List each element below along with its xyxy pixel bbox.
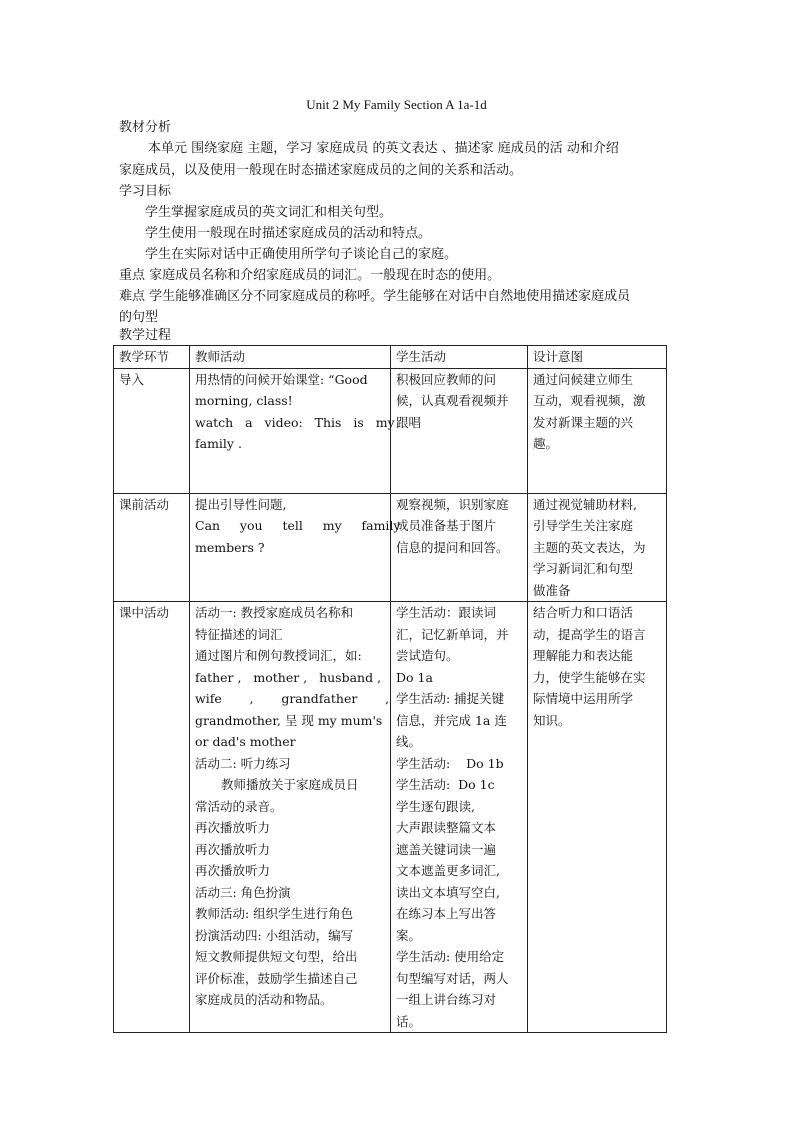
teacher-line: family . — [195, 436, 242, 451]
teacher-line: 常活动的录音。 — [195, 798, 283, 814]
teacher-cell — [190, 368, 395, 493]
teacher-line: 评价标准，鼓励学生描述自己 — [195, 970, 358, 986]
student-line: 积极回应教师的问 — [396, 371, 497, 387]
header-intent: 设计意图 — [528, 346, 667, 369]
teacher-cell — [190, 602, 391, 1033]
student-line: 信息的提问和回答。 — [396, 539, 509, 555]
analysis-line-1: 本单元 围绕家庭 主题，学习 家庭成员 的英文表达 、描述家 庭成员的活 动和介绍 — [148, 141, 619, 156]
teacher-line: grandmother, 呈 现 my mum's — [195, 712, 383, 728]
difficulty-line-2: 的句型 — [119, 310, 159, 325]
teacher-line: father , mother , husband , — [195, 669, 382, 685]
teacher-line: 扮演活动四: 小组活动，编写 — [195, 927, 354, 943]
student-line: 汇，记忆新单词，并 — [396, 626, 509, 642]
intent-line: 趣。 — [533, 436, 559, 451]
table-header-row — [114, 346, 667, 369]
student-cell — [391, 493, 528, 602]
key-point: 重点 家庭成员名称和介绍家庭成员的词汇。一般现在时态的使用。 — [119, 268, 501, 283]
student-line: 遮盖关键词读一遍 — [396, 841, 497, 857]
objective-item — [119, 202, 392, 223]
student-line: 句型编写对话，两人 — [396, 970, 509, 986]
student-line: 尝试造句。 — [396, 648, 459, 663]
teacher-line: 家庭成员的活动和物品。 — [195, 992, 333, 1007]
teacher-cell — [190, 493, 401, 602]
intent-line: 动，提高学生的语言 — [533, 626, 646, 642]
stage-cell: 导入 — [114, 368, 190, 493]
student-line: 跟唱 — [396, 414, 422, 430]
teacher-line: or dad's mother — [195, 734, 296, 749]
student-cell — [391, 602, 528, 1033]
analysis-line-2: 家庭成员，以及使用一般现在时态描述家庭成员的之间的关系和活动。 — [119, 163, 523, 178]
teacher-line: 活动二: 听力练习 — [195, 755, 291, 771]
student-line: 读出文本填写空白, — [396, 884, 500, 900]
teacher-line: watch a video: This is my — [195, 414, 395, 430]
intent-cell — [528, 493, 667, 602]
teacher-line: 再次播放听力 — [195, 863, 271, 878]
intent-line: 力，使学生能够在实 — [533, 669, 646, 685]
objective-item — [119, 223, 431, 244]
objectives-heading: 学习目标 — [119, 184, 172, 199]
stage-cell: 课中活动 — [114, 602, 190, 1033]
objective-item — [119, 244, 457, 265]
document-title: Unit 2 My Family Section A 1a-1d — [306, 97, 487, 112]
teacher-line: 提出引导性问题, — [195, 496, 287, 512]
intent-line: 通过视觉辅助材料, — [533, 496, 637, 512]
student-line: 学生活动: 使用给定 — [396, 949, 505, 964]
teacher-line: members ? — [195, 539, 265, 555]
objective-text: 学生使用一般现在时描述家庭成员的活动和特点。 — [145, 226, 432, 241]
student-line: Do 1a — [396, 669, 433, 685]
intent-line: 引导学生关注家庭 — [533, 518, 634, 533]
table-row — [114, 493, 667, 602]
intent-line: 通过问候建立师生 — [533, 371, 634, 387]
lesson-plan-table — [113, 345, 667, 1033]
student-line: 话。 — [396, 1013, 422, 1029]
difficulty-line-1: 难点 学生能够准确区分不同家庭成员的称呼。学生能够在对话中自然地使用描述家庭成员 — [119, 289, 631, 304]
student-line: 一组上讲台练习对 — [396, 992, 497, 1007]
teacher-line: 活动三: 角色扮演 — [195, 884, 291, 900]
student-line: 大声跟读整篇文本 — [396, 820, 497, 835]
student-line: 信息，并完成 1a 连 — [396, 712, 507, 728]
intent-line: 做准备 — [533, 582, 571, 598]
teacher-line: 通过图片和例句教授词汇，如: — [195, 648, 362, 663]
analysis-heading: 教材分析 — [119, 120, 172, 135]
teacher-line: 教师活动: 组织学生进行角色 — [195, 906, 354, 921]
table-row — [114, 602, 667, 1033]
student-line: 学生活动：跟读词 — [396, 605, 497, 620]
header-stage: 教学环节 — [114, 346, 190, 369]
intent-cell — [528, 368, 667, 493]
student-line: 观察视频，识别家庭 — [396, 496, 509, 512]
intent-line: 学习新词汇和句型 — [533, 561, 634, 576]
teacher-line: 特征描述的词汇 — [195, 626, 283, 642]
teacher-line: wife , grandfather , — [195, 691, 390, 706]
teacher-line: 再次播放听力 — [195, 820, 271, 835]
teacher-line: 用热情的问候开始课堂: “Good — [195, 371, 368, 387]
student-line: 学生活动: Do 1c — [396, 777, 495, 792]
teacher-line: Can you tell my family — [195, 518, 401, 533]
student-line: 学生活动: Do 1b — [396, 755, 504, 771]
student-line: 候，认真观看视频并 — [396, 393, 509, 408]
teacher-line: 教师播放关于家庭成员日 — [221, 777, 359, 792]
process-heading: 教学过程 — [119, 328, 172, 343]
intent-line: 主题的英文表达，为 — [533, 539, 646, 555]
teacher-line: morning, class! — [195, 393, 293, 408]
intent-line: 互动，观看视频，激 — [533, 393, 646, 408]
student-cell — [391, 368, 528, 493]
teacher-line: 短文教师提供短文句型，给出 — [195, 949, 358, 964]
student-line: 学生活动: 捕捉关键 — [396, 691, 505, 706]
header-student: 学生活动 — [391, 346, 528, 369]
teacher-line: 活动一: 教授家庭成员名称和 — [195, 605, 354, 620]
student-line: 案。 — [396, 927, 422, 943]
objective-text: 学生掌握家庭成员的英文词汇和相关句型。 — [145, 205, 393, 220]
intent-line: 知识。 — [533, 712, 571, 728]
student-line: 成员准备基于图片 — [396, 518, 497, 533]
intent-line: 际情境中运用所学 — [533, 691, 634, 706]
teacher-line: 再次播放听力 — [195, 841, 271, 857]
intent-line: 发对新课主题的兴 — [533, 414, 634, 430]
header-teacher: 教师活动 — [190, 346, 391, 369]
intent-line: 理解能力和表达能 — [533, 648, 634, 663]
student-line: 学生逐句跟读, — [396, 798, 475, 814]
stage-cell: 课前活动 — [114, 493, 190, 602]
objective-text: 学生在实际对话中正确使用所学句子谈论自己的家庭。 — [145, 247, 458, 262]
student-line: 文本遮盖更多词汇, — [396, 863, 500, 878]
student-line: 在练习本上写出答 — [396, 906, 497, 921]
student-line: 线。 — [396, 734, 422, 749]
table-row — [114, 368, 667, 493]
intent-line: 结合听力和口语活 — [533, 605, 634, 620]
intent-cell — [528, 602, 667, 1033]
